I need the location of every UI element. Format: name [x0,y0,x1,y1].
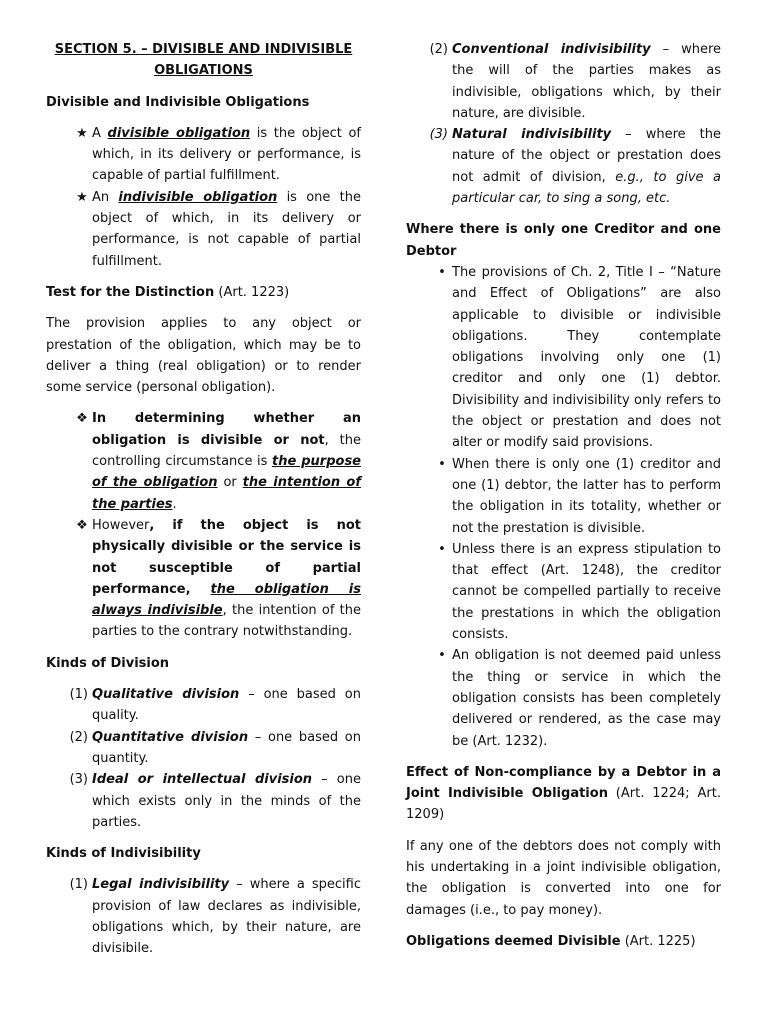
kinds-division-heading: Kinds of Division [46,655,170,671]
division-item: (2) Quantitative division – one based on quantity. [69,729,361,766]
creditor-debtor-bullets [406,262,721,752]
diamond-bullet-icon: ❖ [76,517,88,533]
diamond-item-determining: ❖ In determining whether an obligation is divisible or not, the controlling circumstance is the purpose of the obligation or the intention of the parties. [46,408,361,514]
term-indivisible-obligation: indivisible obligation [118,189,278,205]
effect-heading: Effect of Non-compliance by a Debtor in a Joint Indivisible Obligation (Art. 1224; Art. 1209) [406,764,721,823]
heading-divisible-indivisible: Divisible and Indivisible Obligations [46,94,310,110]
list-item: • When there is only one (1) creditor and one (1) debtor, the latter has to perform the obligation in its totality, whether or not the prestation is divisible. [406,454,721,539]
deemed-divisible-heading: Obligations deemed Divisible (Art. 1225) [406,933,696,949]
list-item: • The provisions of Ch. 2, Title I – “Nature and Effect of Obligations” are also applicable to divisible or indivisible obligations. They contemplate obligations involving only one (1) creditor and only one (1) debtor. Divisibility and indivisibility only refers to the object or prestation and does not alter or modify said provisions. [406,262,721,454]
division-item: (1) Qualitative division – one based on quality. [69,687,361,724]
star-icon: ★ [76,189,88,205]
list-item: • An obligation is not deemed paid unless the thing or service in which the obligation consists has been completely delivered or rendered, as the case may be (Art. 1232). [406,645,721,751]
diamond-bullet-icon: ❖ [76,411,88,427]
list-item: • Unless there is an express stipulation to that effect (Art. 1248), the creditor cannot be compelled partially to receive the prestations in which the obligation consists. [406,539,721,645]
term-divisible-obligation: divisible obligation [107,125,251,141]
indivisibility-item-natural: (3) Natural indivisibility – where the nature of the object or prestation does not admit of division, e.g., to give a particular car, to sing a song, etc. [429,127,721,207]
test-heading: Test for the Distinction (Art. 1223) [46,284,290,300]
indivisibility-item-conventional: (2) Conventional indivisibility – where the will of the parties makes as indivisible, obligations which, by their nature, are divisible. [429,42,721,121]
section-title: SECTION 5. – DIVISIBLE AND INDIVISIBLE OBLIGATIONS [54,42,353,79]
creditor-debtor-heading: Where there is only one Creditor and one Debtor [406,222,721,259]
bullet-icon: • [438,264,446,280]
bullet-icon: • [438,541,446,557]
bullet-icon: • [438,456,446,472]
kinds-indivisibility-heading: Kinds of Indivisibility [46,846,201,862]
division-list [46,684,361,833]
bullet-icon: • [438,648,446,664]
right-column [406,39,721,952]
star-item-indivisible: ★ An indivisible obligation is one the object of which, in its delivery or performance, is not capable of partial fulfillment. [46,187,361,272]
diamond-item-however: ❖ However, if the object is not physically divisible or the service is not susceptible of partial performance, the obligation is always indivisible, the intention of the parties to the contrary notwithstanding. [46,515,361,643]
effect-paragraph: If any one of the debtors does not comply with his undertaking in a joint indivisible obligation, the obligation is converted into one for damages (i.e., to pay money). [406,838,721,918]
indivisibility-item-legal: (1) Legal indivisibility – where a specific provision of law declares as indivisible, obligations which, by their nature, are divisibile. [69,877,361,957]
test-paragraph: The provision applies to any object or prestation of the obligation, which may be to deliver a thing (real obligation) or to render some service (personal obligation). [46,316,361,396]
left-column [46,39,361,960]
division-item: (3) Ideal or intellectual division – one which exists only in the minds of the parties. [69,772,361,830]
star-item-divisible: ★ A divisible obligation is the object of which, in its delivery or performance, is capable of partial fulfillment. [46,123,361,187]
star-icon: ★ [76,125,88,141]
